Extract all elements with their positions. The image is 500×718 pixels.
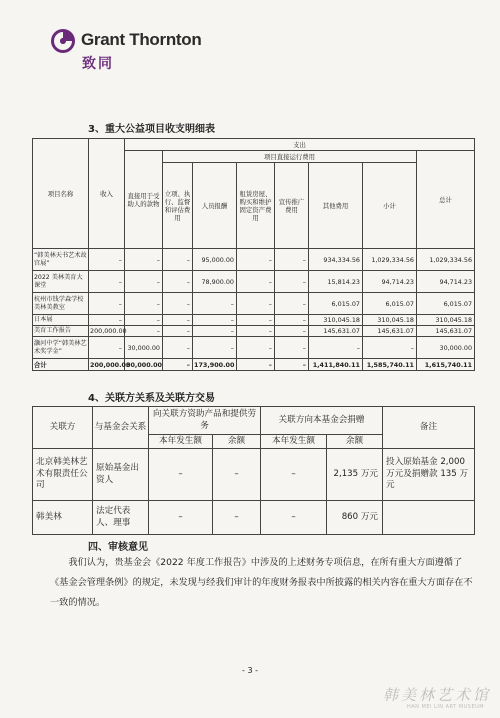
grant-thornton-logo xyxy=(50,26,230,78)
personnel-cell: 78,900.00 xyxy=(193,271,237,293)
table-row xyxy=(33,337,475,359)
mgmt-cell: – xyxy=(163,249,193,271)
table-row xyxy=(33,249,475,271)
total-cell: 310,045.18 xyxy=(417,315,475,326)
ads-cell: – xyxy=(275,359,309,371)
personnel-cell: – xyxy=(193,337,237,359)
header-provide-balance: 余额 xyxy=(213,435,261,449)
section-4-title: 4、关联方关系及关联方交易 xyxy=(88,393,215,404)
project-name-cell: “韩美林天书艺术故宫展” xyxy=(33,249,89,271)
other-cell: 1,411,840.11 xyxy=(309,359,363,371)
rent-cell: – xyxy=(237,315,275,326)
header-other: 其他费用 xyxy=(309,163,363,249)
direct-cell: – xyxy=(125,326,163,337)
related-party-table xyxy=(32,406,475,535)
p-balance-cell: – xyxy=(213,449,261,501)
audit-opinion-paragraph: 我们认为，贵基金会《2022 年度工作报告》中涉及的上述财务专项信息，在所有重大方面遵循了《基金会管理条例》的规定，未发现与经我们审计的年度财务报表中所披露的相关内容在重大方面存在不一致的情况。 xyxy=(50,557,473,608)
ads-cell: – xyxy=(275,337,309,359)
major-project-expense-table xyxy=(32,138,475,371)
section-3-title: 3、重大公益项目收支明细表 xyxy=(88,124,215,135)
rent-cell: – xyxy=(237,249,275,271)
header-donation-to-foundation: 关联方向本基金会捐赠 xyxy=(261,407,383,435)
project-name-cell: 美育工作报告 xyxy=(33,326,89,337)
table-row xyxy=(33,271,475,293)
header-donate-balance: 余额 xyxy=(327,435,383,449)
ads-cell: – xyxy=(275,249,309,271)
personnel-cell: – xyxy=(193,326,237,337)
header-ads: 宣传推广费用 xyxy=(275,163,309,249)
rent-cell: – xyxy=(237,359,275,371)
direct-cell: 30,000.00 xyxy=(126,360,162,369)
mgmt-cell: – xyxy=(163,293,193,315)
table-row xyxy=(33,293,475,315)
personnel-cell: 173,900.00 xyxy=(193,359,237,371)
p-current-cell: – xyxy=(149,449,213,501)
direct-cell: 30,000.00 xyxy=(125,337,163,359)
other-cell: 145,631.07 xyxy=(309,326,363,337)
d-balance-cell: 860 万元 xyxy=(327,501,383,535)
direct-cell: – xyxy=(125,249,163,271)
grant-thornton-logo-icon xyxy=(50,28,76,54)
header-provide-current: 本年发生额 xyxy=(149,435,213,449)
table-row xyxy=(33,326,475,337)
total-cell: 1,615,740.11 xyxy=(417,359,475,371)
p-balance-cell: – xyxy=(213,501,261,535)
subtotal-cell: 6,015.07 xyxy=(363,293,417,315)
d-current-cell: – xyxy=(261,501,327,535)
total-cell: 6,015.07 xyxy=(417,293,475,315)
header-rent: 租赁房屋、购买和维护固定资产费用 xyxy=(237,163,275,249)
other-cell: 6,015.07 xyxy=(309,293,363,315)
header-personnel: 人员报酬 xyxy=(193,163,237,249)
remark-cell xyxy=(383,501,475,535)
income-cell: – xyxy=(89,249,125,271)
income-cell: – xyxy=(89,293,125,315)
total-cell: 30,000.00 xyxy=(417,337,475,359)
direct-cell: – xyxy=(125,315,163,326)
d-balance-cell: 2,135 万元 xyxy=(327,449,383,501)
seal-chinese-text: 韩美林艺术馆 xyxy=(383,686,492,704)
rent-cell: – xyxy=(237,293,275,315)
party-cell: 北京韩美林艺术有限责任公司 xyxy=(33,449,93,501)
p-current-cell: – xyxy=(149,501,213,535)
header-project-name: 项目名称 xyxy=(33,139,89,249)
header-relation: 与基金会关系 xyxy=(93,407,149,449)
mgmt-cell: – xyxy=(163,337,193,359)
relation-cell: 原始基金出资人 xyxy=(93,449,149,501)
direct-cell: – xyxy=(125,271,163,293)
header-total: 总计 xyxy=(417,151,475,249)
d-current-cell: – xyxy=(261,449,327,501)
party-cell: 韩美林 xyxy=(33,501,93,535)
total-cell: 94,714.23 xyxy=(417,271,475,293)
related-party-row xyxy=(33,449,475,501)
income-cell: – xyxy=(89,271,125,293)
other-cell: 310,045.18 xyxy=(309,315,363,326)
mgmt-cell: – xyxy=(163,315,193,326)
brand-name: Grant Thornton xyxy=(81,30,202,49)
subtotal-cell: 310,045.18 xyxy=(363,315,417,326)
income-cell: – xyxy=(89,315,125,326)
personnel-cell: – xyxy=(193,293,237,315)
mgmt-cell: – xyxy=(163,271,193,293)
project-name-cell: 2022 美林美育大课堂 xyxy=(33,271,89,293)
other-cell: 934,334.56 xyxy=(309,249,363,271)
header-provide-services: 向关联方资助产品和提供劳务 xyxy=(149,407,261,435)
header-direct-cost: 项目直接运行费用 xyxy=(163,151,417,163)
header-expense: 支出 xyxy=(125,139,475,151)
ads-cell: – xyxy=(275,271,309,293)
header-subtotal: 小计 xyxy=(363,163,417,249)
seal-english-text: HAN MEI LIN ART MUSEUM xyxy=(407,704,485,710)
project-name-cell: 杭州市钱学森学校美林美教室 xyxy=(33,293,89,315)
income-cell: 200,000.00 xyxy=(90,327,127,335)
remark-cell: 投入原始基金 2,000 万元及捐赠款 135 万元 xyxy=(383,449,475,501)
museum-seal xyxy=(383,684,498,714)
personnel-cell: 95,000.00 xyxy=(193,249,237,271)
mgmt-cell: – xyxy=(163,359,193,371)
mgmt-cell: – xyxy=(163,326,193,337)
header-mgmt: 立项、执行、监督和评估费用 xyxy=(163,163,193,249)
related-party-row xyxy=(33,501,475,535)
header-direct-donation: 直接用于受助人的款物 xyxy=(125,151,163,249)
header-related-party: 关联方 xyxy=(33,407,93,449)
audit-opinion-title: 四、审核意见 xyxy=(88,542,148,553)
ads-cell: – xyxy=(275,315,309,326)
rent-cell: – xyxy=(237,326,275,337)
project-name-cell: 日本展 xyxy=(33,315,89,326)
header-income: 收入 xyxy=(89,139,125,249)
income-cell: 200,000.00 xyxy=(90,360,131,369)
header-remark: 备注 xyxy=(383,407,475,449)
subtotal-cell: 1,585,740.11 xyxy=(363,359,417,371)
rent-cell: – xyxy=(237,337,275,359)
subtotal-cell: 94,714.23 xyxy=(363,271,417,293)
total-cell: 1,029,334.56 xyxy=(417,249,475,271)
relation-cell: 法定代表人、理事 xyxy=(93,501,149,535)
subtotal-cell: 1,029,334.56 xyxy=(363,249,417,271)
rent-cell: – xyxy=(237,271,275,293)
subtotal-cell: 145,631.07 xyxy=(363,326,417,337)
page-number: - 3 - xyxy=(242,666,258,675)
table-row xyxy=(33,315,475,326)
direct-cell: – xyxy=(125,293,163,315)
brand-chinese-name: 致同 xyxy=(82,56,114,72)
ads-cell: – xyxy=(275,326,309,337)
subtotal-cell: – xyxy=(363,337,417,359)
other-cell: 15,814.23 xyxy=(309,271,363,293)
header-donate-current: 本年发生额 xyxy=(261,435,327,449)
project-name-cell: 灏河中学“韩美林艺术奖学金” xyxy=(33,337,89,359)
total-row xyxy=(33,359,475,371)
total-cell: 145,631.07 xyxy=(417,326,475,337)
other-cell: – xyxy=(309,337,363,359)
project-name-cell: 合计 xyxy=(33,359,89,371)
personnel-cell: – xyxy=(193,315,237,326)
ads-cell: – xyxy=(275,293,309,315)
income-cell: – xyxy=(89,337,125,359)
